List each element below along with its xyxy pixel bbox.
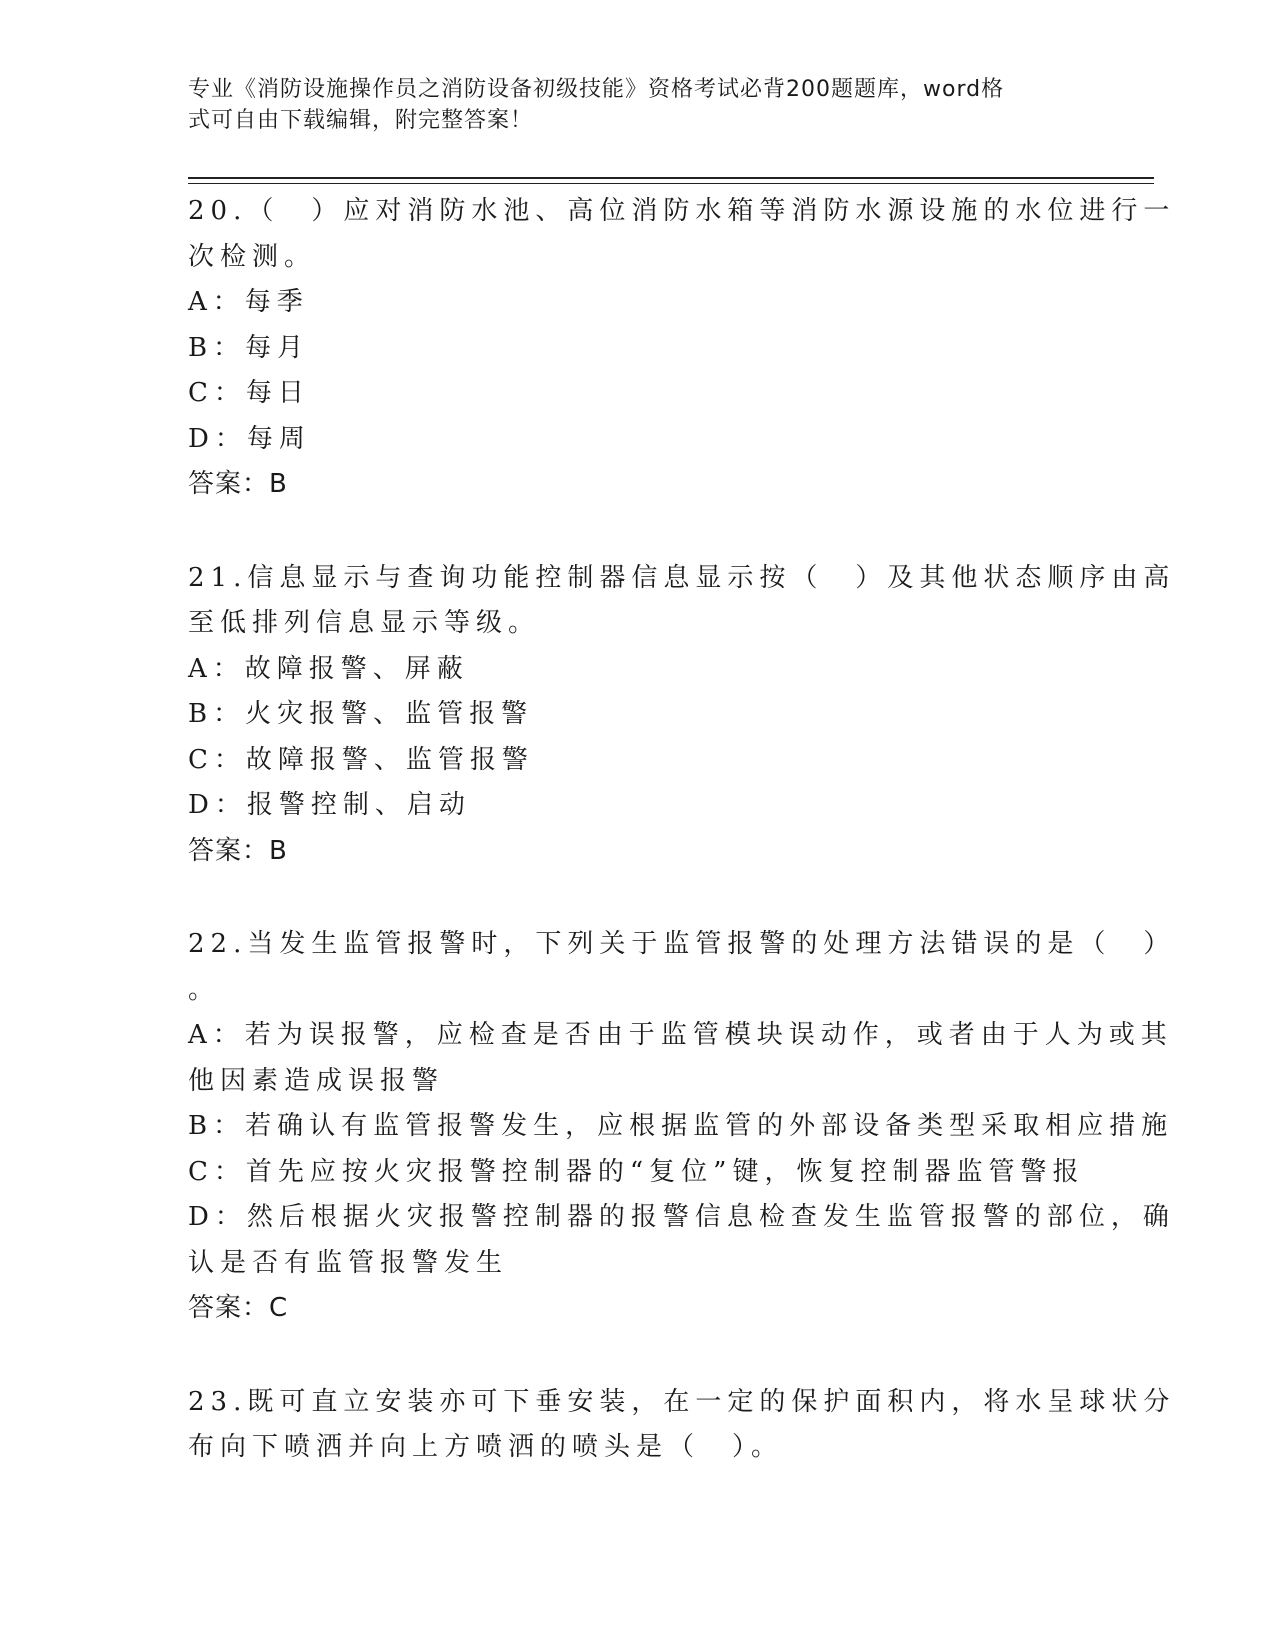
question-21 <box>188 556 1176 875</box>
answer-line: 答案：B <box>188 469 288 499</box>
option-a: A：若为误报警，应检查是否由于监管模块误动作，或者由于人为或其 <box>188 1020 1173 1050</box>
question-text-line: 布向下喷洒并向上方喷洒的喷头是（ ）。 <box>188 1432 784 1462</box>
option-a: A：故障报警、屏蔽 <box>188 653 469 684</box>
header-line-1: 专业《消防设施操作员之消防设备初级技能》资格考试必背200题题库，word格 <box>188 77 1005 102</box>
option-c: C：每日 <box>188 378 310 408</box>
option-d: D：然后根据火灾报警控制器的报警信息检查发生监管报警的部位，确 <box>188 1202 1175 1232</box>
question-text-line: 21.信息显示与查询功能控制器信息显示按（ ）及其他状态顺序由高 <box>188 562 1176 593</box>
option-a-continued: 他因素造成误报警 <box>188 1065 445 1096</box>
header-divider-thick <box>188 177 1154 179</box>
answer-line: 答案：C <box>188 1293 289 1323</box>
option-c: C：故障报警、监管报警 <box>188 744 534 775</box>
question-text-line: 23.既可直立安装亦可下垂安装，在一定的保护面积内，将水呈球状分 <box>188 1386 1176 1417</box>
question-list <box>188 189 1176 1519</box>
document-header <box>188 74 1088 136</box>
option-b: B：每月 <box>188 332 310 363</box>
option-b: B：火灾报警、监管报警 <box>188 699 534 729</box>
option-d: D：每周 <box>188 423 311 454</box>
option-a: A：每季 <box>188 287 309 317</box>
question-text-line: 20.（ ）应对消防水池、高位消防水箱等消防水源设施的水位进行一 <box>188 196 1176 226</box>
option-d: D：报警控制、启动 <box>188 790 471 820</box>
option-b: B：若确认有监管报警发生，应根据监管的外部设备类型采取相应措施 <box>188 1111 1174 1141</box>
header-divider-thin <box>188 183 1154 184</box>
option-d-continued: 认是否有监管报警发生 <box>188 1247 509 1278</box>
question-23 <box>188 1380 1176 1471</box>
question-text-line: 次检测。 <box>188 241 317 272</box>
header-line-2: 式可自由下载编辑，附完整答案！ <box>188 108 534 133</box>
answer-line: 答案：B <box>188 835 288 866</box>
option-c: C：首先应按火灾报警控制器的“复位”键，恢复控制器监管警报 <box>188 1156 1085 1187</box>
question-22 <box>188 922 1176 1332</box>
question-20 <box>188 189 1176 508</box>
question-text-line: 。 <box>188 974 221 1005</box>
question-text-line: 22.当发生监管报警时，下列关于监管报警的处理方法错误的是（ ） <box>188 929 1176 959</box>
question-text-line: 至低排列信息显示等级。 <box>188 608 541 638</box>
